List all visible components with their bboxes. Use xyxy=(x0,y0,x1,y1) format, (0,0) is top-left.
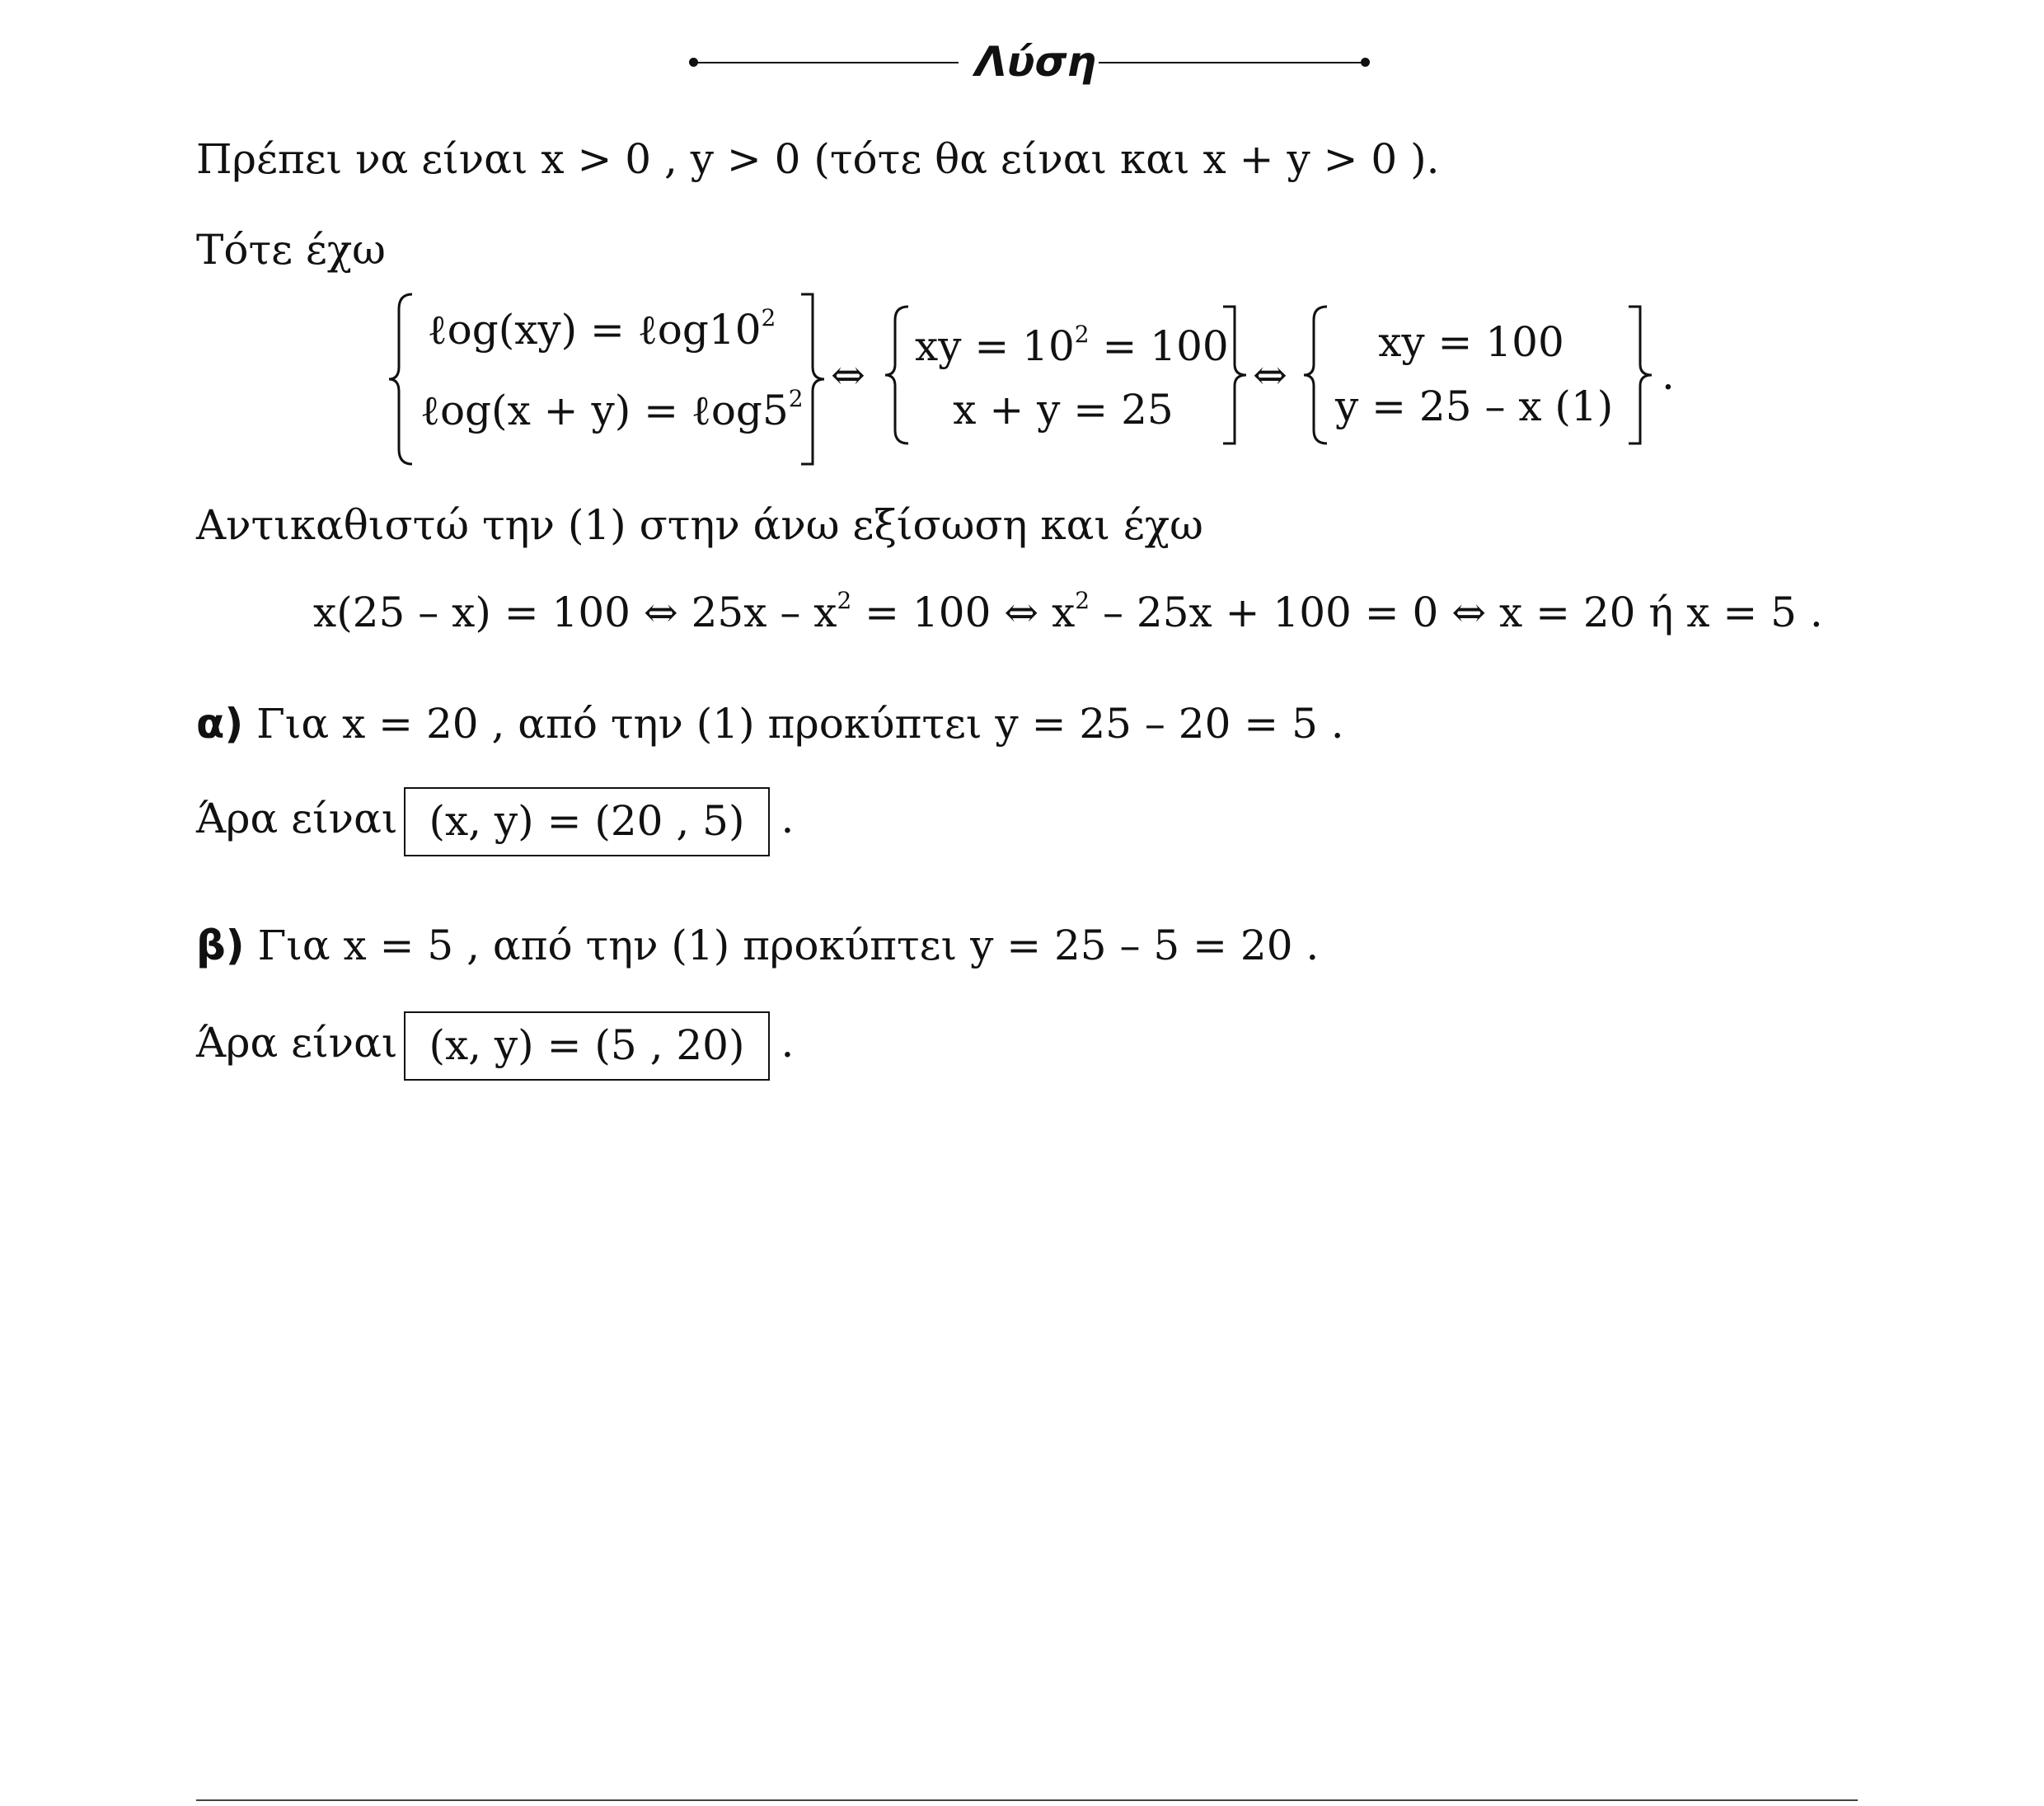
case-a-text: Για x = 20 , από την (1) προκύπτει y = 25 – 20 = 5 . xyxy=(256,700,1344,748)
right-brace-1 xyxy=(798,293,826,466)
case-a-result-suffix: . xyxy=(781,795,795,842)
system-2-eq-1: xy = $10^2 = 100$ xyxy=(915,321,1229,370)
system-period: . xyxy=(1662,351,1675,399)
substitution-text: Αντικαθιστώ την (1) στην άνω εξίσωση και έχω xyxy=(196,501,1203,549)
equivalence-2: ⇔ xyxy=(1253,351,1287,399)
solution-title: Λύση xyxy=(975,38,1096,86)
case-a-line xyxy=(196,695,1344,753)
case-b-line xyxy=(196,917,1319,974)
case-b-text: Για x = 5 , από την (1) προκύπτει y = 25 – 5 = 20 . xyxy=(257,922,1320,969)
header-rule-right xyxy=(1099,62,1367,63)
system-1-eq-1: ℓog(xy) = $\ell og10^2$ xyxy=(427,304,776,354)
system-3-eq-1: xy = 100 xyxy=(1378,318,1564,366)
system-1-eq-2: ℓog(x + $y) = \ell og5^2$ xyxy=(420,385,804,434)
quadratic-equation: x(25 – x) = 100 ⇔ $25x - x^2 = 100$ ⇔ $x^2 - 25x + 100 = 0$ ⇔ x = 20 ή x = 5 . xyxy=(313,587,1823,636)
system-3-eq-2: y = 25 – x (1) xyxy=(1335,382,1614,430)
case-a-label: α) xyxy=(196,700,244,748)
equation-system xyxy=(0,288,2044,462)
case-b-label: β) xyxy=(196,922,245,969)
header-rule-dot-right xyxy=(1361,58,1370,67)
case-b-result-line xyxy=(196,1011,794,1081)
case-a-result-box: (x, y) = (20 , 5) xyxy=(404,787,769,856)
case-b-result-box: (x, y) = (5 , 20) xyxy=(404,1011,769,1081)
footer-rule xyxy=(196,1799,1858,1801)
intro-text: Τότε έχω xyxy=(196,226,386,274)
equivalence-1: ⇔ xyxy=(831,351,865,399)
header-rule-left xyxy=(691,62,959,63)
left-brace-3 xyxy=(1302,305,1330,445)
case-a-result-prefix: Άρα είναι xyxy=(196,795,398,842)
case-b-result-suffix: . xyxy=(781,1019,795,1067)
domain-condition: Πρέπει να είναι x > 0 , y > 0 (τότε θα είναι και x + y > 0 ). xyxy=(196,135,1440,183)
system-2-eq-2: x + y = 25 xyxy=(953,386,1174,434)
case-a-result-line xyxy=(196,787,794,856)
solution-header xyxy=(691,33,1375,91)
right-brace-3 xyxy=(1625,305,1653,445)
right-brace-2 xyxy=(1220,305,1248,445)
left-brace-1 xyxy=(387,293,415,466)
case-b-result-prefix: Άρα είναι xyxy=(196,1019,398,1067)
left-brace-2 xyxy=(884,305,912,445)
